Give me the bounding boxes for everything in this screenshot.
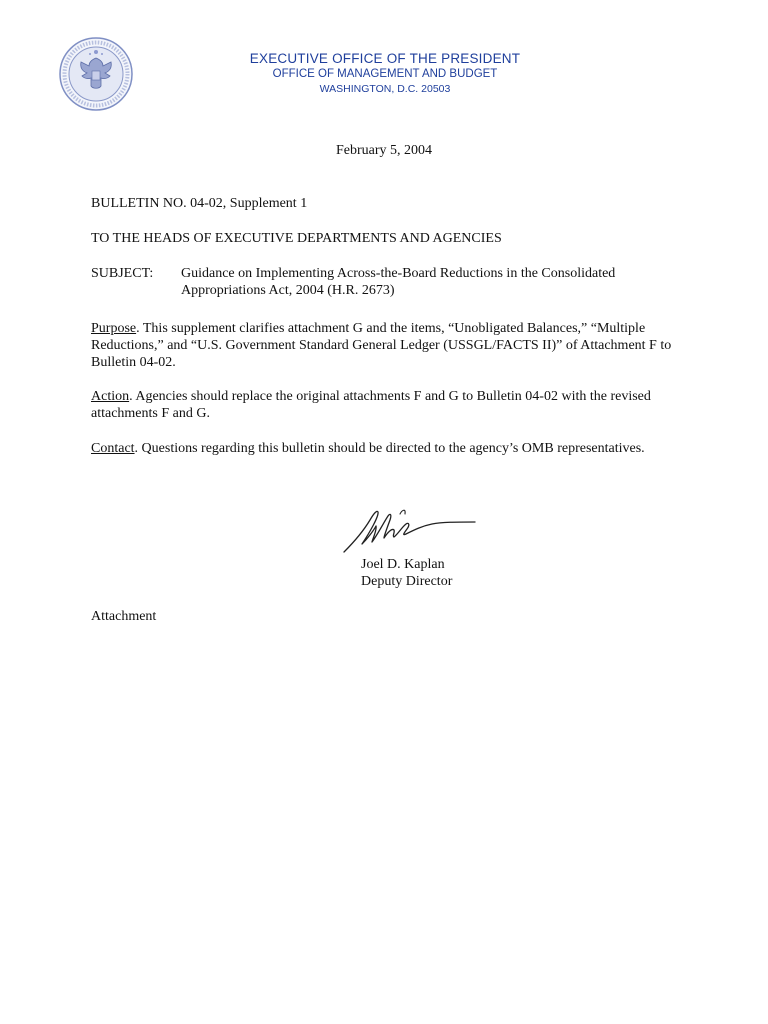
bulletin-number: BULLETIN NO. 04-02, Supplement 1 <box>91 196 308 211</box>
action-paragraph <box>91 388 681 422</box>
subject-label: SUBJECT: <box>91 266 154 281</box>
action-text: . Agencies should replace the original attachments F and G to Bulletin 04-02 with the revised attachments F and G. <box>91 389 651 421</box>
attachment-label: Attachment <box>91 609 157 624</box>
contact-paragraph <box>91 440 681 457</box>
action-label: Action <box>91 389 130 404</box>
presidential-seal-icon <box>58 36 134 112</box>
addressee-line: TO THE HEADS OF EXECUTIVE DEPARTMENTS AND AGENCIES <box>91 231 502 246</box>
signatory-title: Deputy Director <box>361 574 453 589</box>
purpose-text: . This supplement clarifies attachment G and the items, “Unobligated Balances,” “Multiple Reductions,” and “U.S. Government Standard General Ledger (USSGL/FACTS II)” of Attachment F to Bulletin 04-02. <box>91 321 672 370</box>
letterhead-line-2: OFFICE OF MANAGEMENT AND BUDGET <box>272 68 498 80</box>
letterhead <box>200 50 570 96</box>
purpose-label: Purpose <box>91 321 137 336</box>
signatory-name: Joel D. Kaplan <box>361 557 445 572</box>
contact-text: . Questions regarding this bulletin should be directed to the agency’s OMB representatives. <box>134 441 645 456</box>
contact-label: Contact <box>91 441 135 456</box>
purpose-paragraph <box>91 320 681 371</box>
letterhead-line-3: WASHINGTON, D.C. 20503 <box>319 83 451 95</box>
subject-text: Guidance on Implementing Across-the-Board Reductions in the Consolidated Appropriations Act, 2004 (H.R. 2673) <box>181 266 616 298</box>
document-date: February 5, 2004 <box>335 143 433 158</box>
handwritten-signature-icon <box>340 500 485 560</box>
letterhead-line-1: EXECUTIVE OFFICE OF THE PRESIDENT <box>249 51 521 66</box>
